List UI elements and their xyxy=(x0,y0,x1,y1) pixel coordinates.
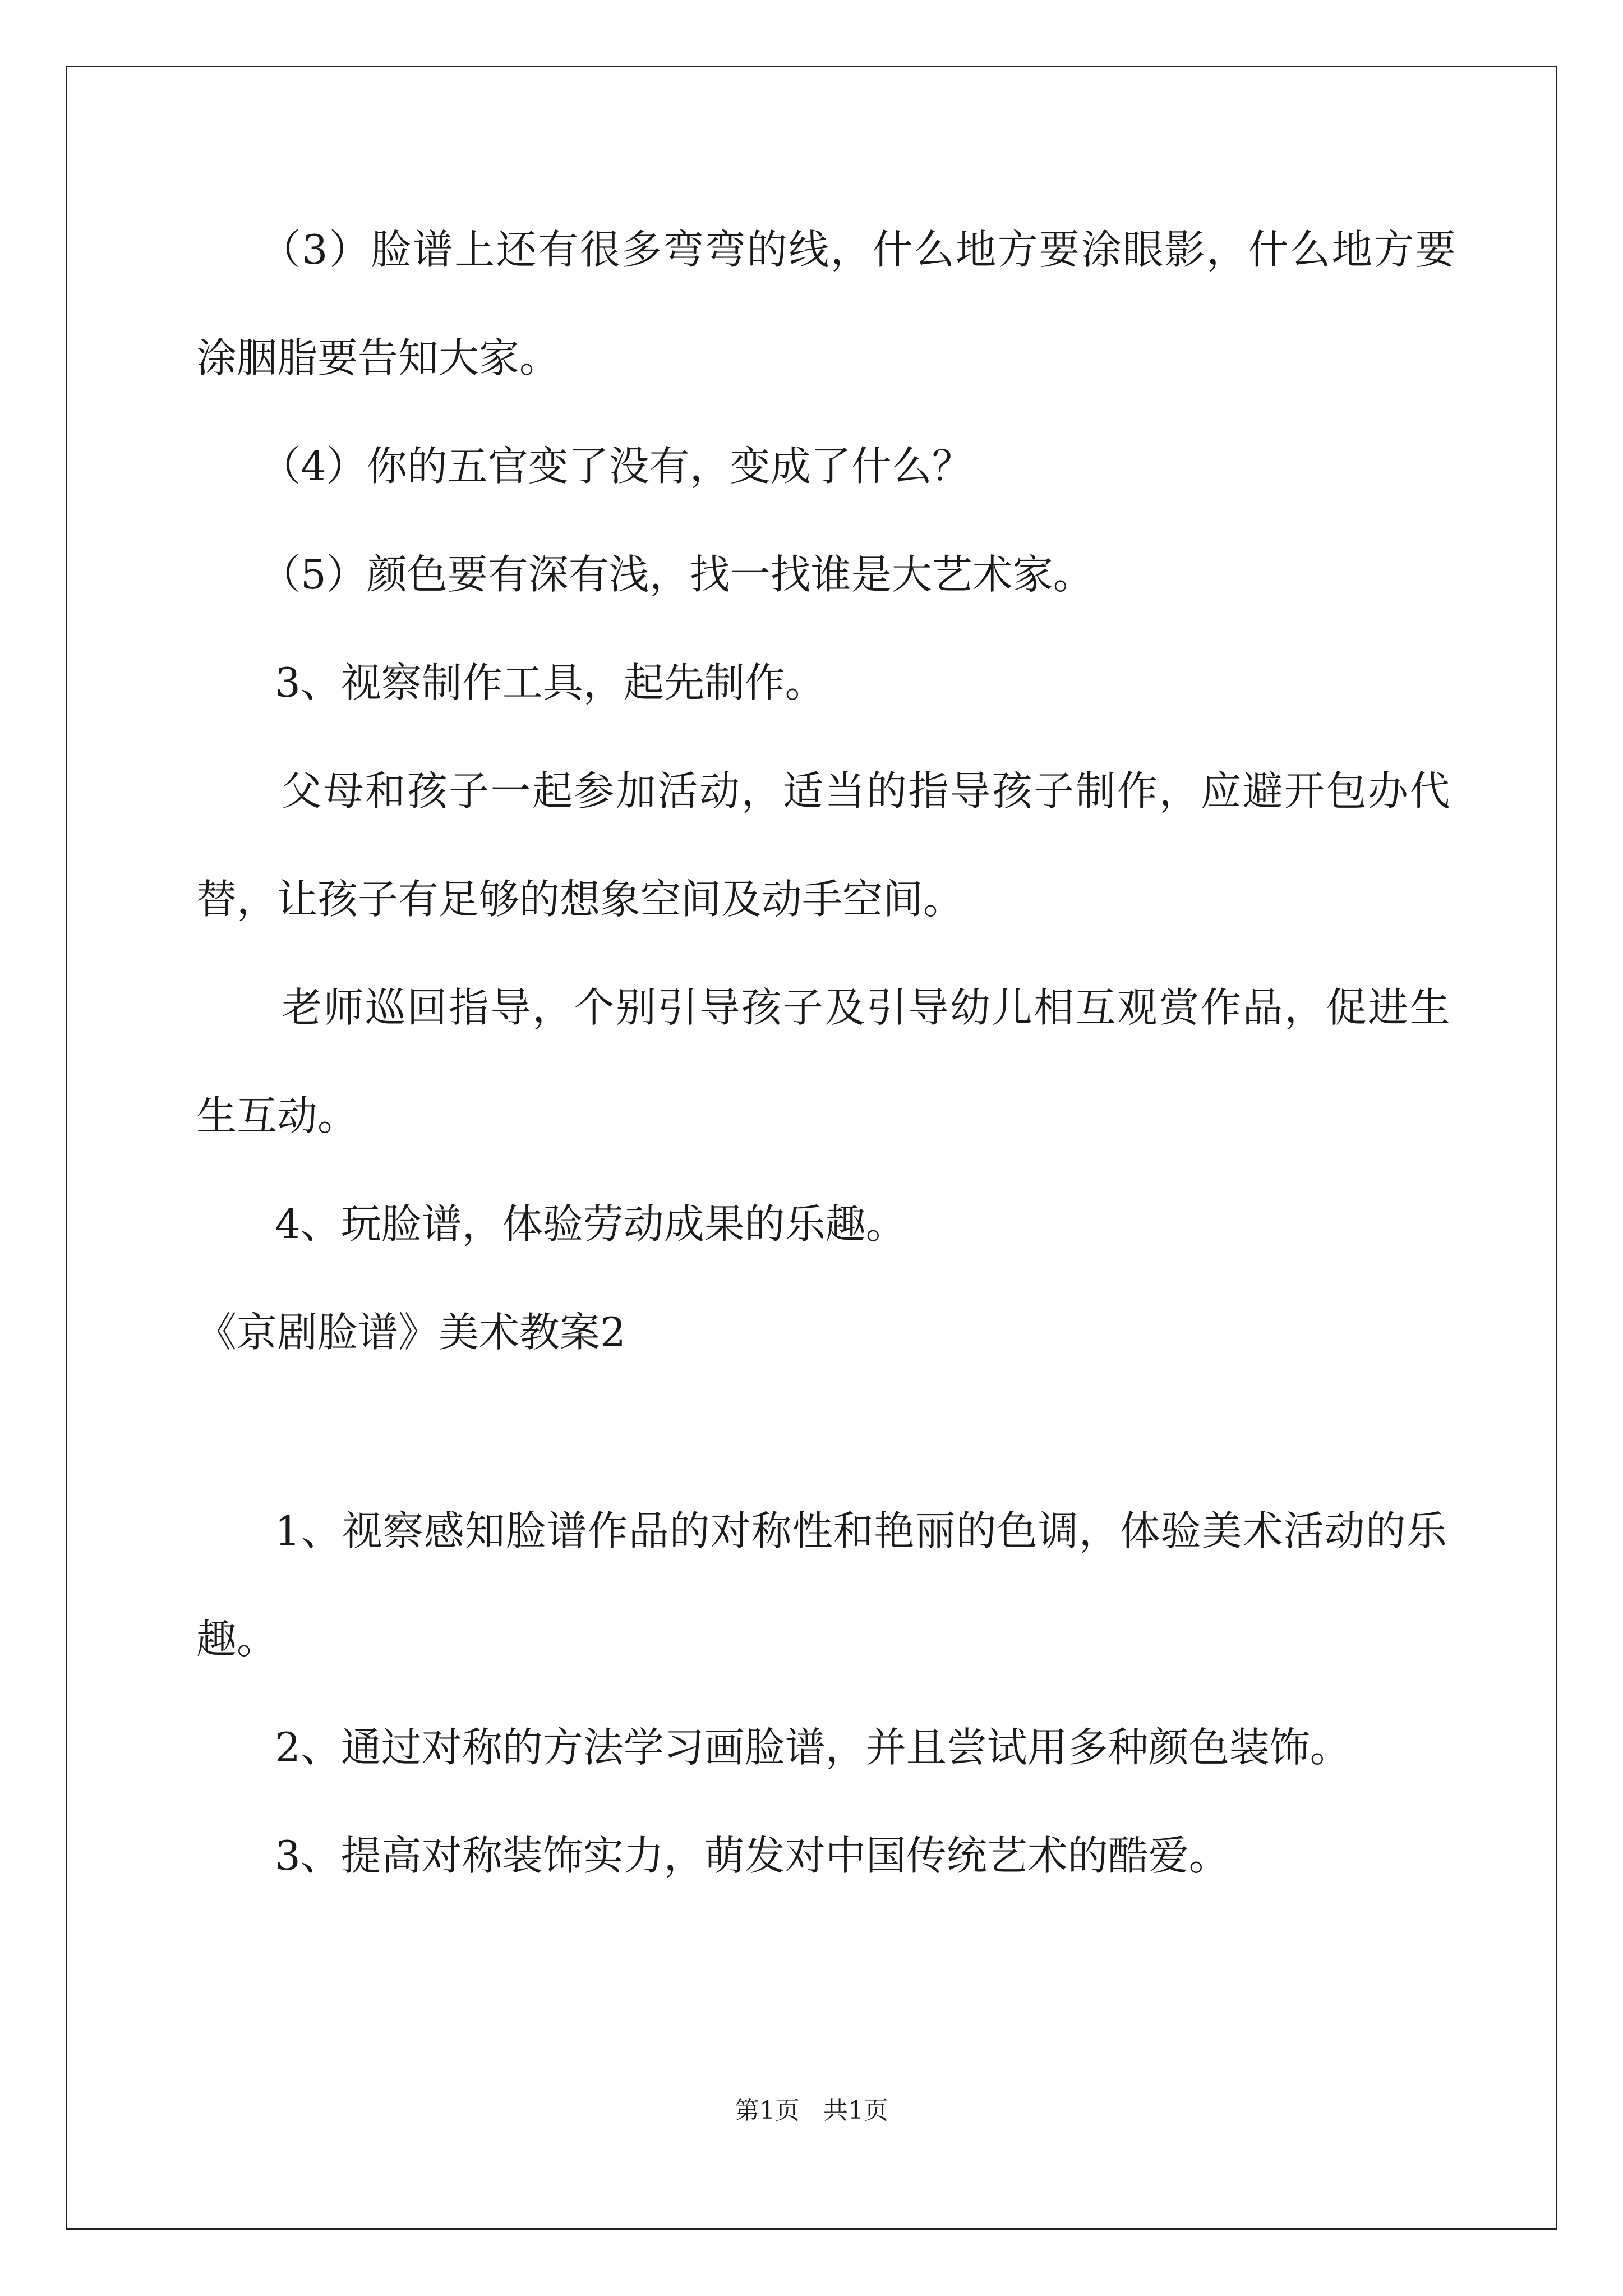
text-line-14: 2、通过对称的方法学习画脸谱，并且尝试用多种颜色装饰。 xyxy=(275,1724,1350,1771)
text-line-13: 趣。 xyxy=(196,1616,278,1663)
text-line-5: 3、视察制作工具，起先制作。 xyxy=(275,659,826,706)
text-line-7: 替，让孩子有足够的想象空间及动手空间。 xyxy=(196,876,964,923)
page-footer: 第1页 共1页 xyxy=(735,2096,888,2125)
text-line-10: 4、玩脸谱，体验劳动成果的乐趣。 xyxy=(275,1200,906,1248)
text-line-2: 涂胭脂要告知大家。 xyxy=(196,334,560,381)
text-line-6: 父母和孩子一起参加活动，适当的指导孩子制作，应避开包办代 xyxy=(282,767,1452,815)
text-line-3: （4）你的五官变了没有，变成了什么？ xyxy=(260,443,972,490)
section-heading: 《京剧脸谱》美术教案2 xyxy=(196,1309,626,1356)
text-line-4: （5）颜色要有深有浅，找一找谁是大艺术家。 xyxy=(260,551,1094,598)
text-line-15: 3、提高对称装饰实力，萌发对中国传统艺术的酷爱。 xyxy=(275,1832,1229,1879)
text-line-12: 1、视察感知脸谱作品的对称性和艳丽的色调，体验美术活动的乐 xyxy=(275,1507,1447,1554)
text-line-8: 老师巡回指导，个别引导孩子及引导幼儿相互观赏作品，促进生 xyxy=(282,984,1452,1031)
text-line-1: （3）脸谱上还有很多弯弯的线，什么地方要涂眼影，什么地方要 xyxy=(260,226,1458,273)
text-line-9: 生互动。 xyxy=(196,1092,358,1139)
page-border xyxy=(66,66,1557,2230)
